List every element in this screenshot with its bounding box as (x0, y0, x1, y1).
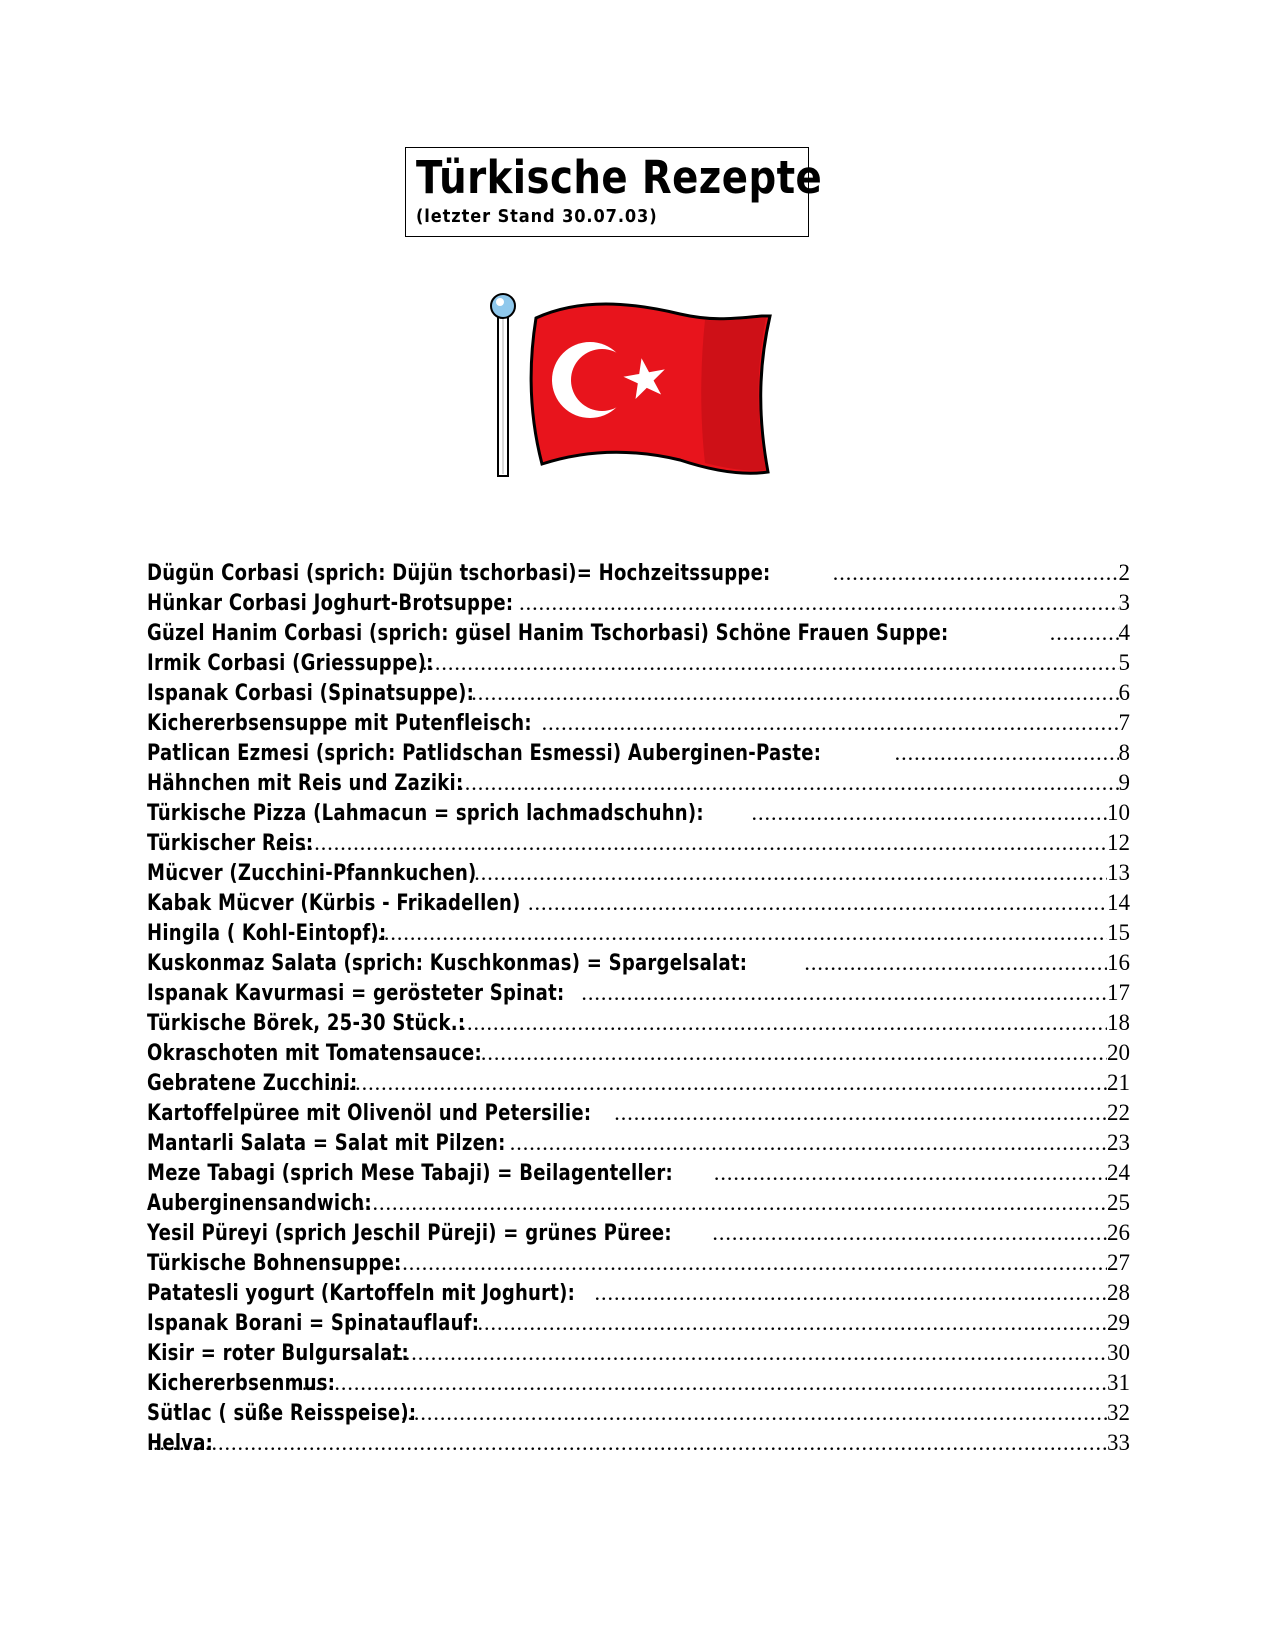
toc-entry[interactable] (147, 708, 1130, 738)
toc-entry-page: 8 (1118, 740, 1130, 765)
toc-entry-title: Kartoffelpüree mit Olivenöl und Petersilie: (147, 1101, 592, 1126)
toc-entry-page: 33 (1107, 1430, 1130, 1455)
toc-entry[interactable] (147, 1068, 1130, 1098)
toc-dot-leader (457, 1008, 1107, 1038)
toc-entry-title: Türkische Börek, 25-30 Stück.: (147, 1011, 466, 1036)
toc-dot-leader (1046, 618, 1119, 648)
toc-entry[interactable] (147, 588, 1130, 618)
toc-entry-page: 23 (1107, 1130, 1130, 1155)
toc-entry-title: Auberginensandwich: (147, 1191, 372, 1216)
toc-entry[interactable] (147, 1218, 1130, 1248)
toc-dot-leader (388, 1338, 1107, 1368)
toc-entry-page: 3 (1118, 590, 1130, 615)
toc-entry-title: Gebratene Zucchini: (147, 1071, 358, 1096)
toc-entry-page: 12 (1107, 830, 1130, 855)
toc-entry[interactable] (147, 1248, 1130, 1278)
toc-dot-leader (538, 708, 1119, 738)
toc-entry[interactable] (147, 1008, 1130, 1038)
toc-entry[interactable] (147, 618, 1130, 648)
toc-entry[interactable] (147, 1038, 1130, 1068)
toc-entry-title: Güzel Hanim Corbasi (sprich: güsel Hanim Tschorbasi) Schöne Frauen Suppe: (147, 621, 949, 646)
toc-entry[interactable] (147, 1428, 1130, 1458)
toc-entry[interactable] (147, 978, 1130, 1008)
toc-entry-title: Türkischer Reis: (147, 831, 314, 856)
toc-entry-title: Kichererbsenmus: (147, 1371, 336, 1396)
toc-entry-page: 10 (1107, 800, 1130, 825)
toc-entry-page: 32 (1107, 1400, 1130, 1425)
toc-entry[interactable] (147, 1308, 1130, 1338)
toc-entry-page: 7 (1118, 710, 1130, 735)
toc-entry[interactable] (147, 1368, 1130, 1398)
page-subtitle: (letzter Stand 30.07.03) (416, 206, 658, 227)
toc-entry-page: 6 (1118, 680, 1130, 705)
toc-entry[interactable] (147, 888, 1130, 918)
toc-entry[interactable] (147, 918, 1130, 948)
toc-entry-page: 9 (1118, 770, 1130, 795)
toc-dot-leader (298, 1368, 1107, 1398)
toc-entry[interactable] (147, 768, 1130, 798)
toc-dot-leader (610, 1098, 1107, 1128)
toc-dot-leader (418, 648, 1119, 678)
toc-entry-title: Irmik Corbasi (Griessuppe): (147, 651, 434, 676)
toc-entry[interactable] (147, 798, 1130, 828)
toc-entry[interactable] (147, 1398, 1130, 1428)
toc-dot-leader (474, 1308, 1107, 1338)
toc-entry-page: 13 (1107, 860, 1130, 885)
page-title: Türkische Rezepte (416, 151, 823, 204)
toc-entry-title: Hünkar Corbasi Joghurt-Brotsuppe: (147, 591, 514, 616)
toc-entry-page: 14 (1107, 890, 1130, 915)
toc-entry[interactable] (147, 738, 1130, 768)
toc-entry-title: Meze Tabagi (sprich Mese Tabaji) = Beilagenteller: (147, 1161, 673, 1186)
toc-entry[interactable] (147, 648, 1130, 678)
toc-dot-leader (360, 918, 1107, 948)
toc-entry-page: 15 (1107, 920, 1130, 945)
toc-entry-page: 22 (1107, 1100, 1130, 1125)
toc-entry-page: 24 (1107, 1160, 1130, 1185)
toc-entry-page: 4 (1118, 620, 1130, 645)
toc-entry[interactable] (147, 558, 1130, 588)
toc-entry-title: Mantarli Salata = Salat mit Pilzen: (147, 1131, 506, 1156)
toc-entry[interactable] (147, 948, 1130, 978)
toc-entry-title: Sütlac ( süße Reisspeise): (147, 1401, 417, 1426)
toc-dot-leader (829, 558, 1119, 588)
toc-entry[interactable] (147, 828, 1130, 858)
toc-dot-leader (271, 828, 1107, 858)
toc-dot-leader (477, 1038, 1107, 1068)
toc-entry-title: Türkische Pizza (Lahmacun = sprich lachmadschuhn): (147, 801, 704, 826)
turkish-flag-icon (490, 288, 780, 478)
title-box (405, 147, 823, 237)
toc-entry-title: Kabak Mücver (Kürbis - Frikadellen) (147, 891, 521, 916)
toc-entry-page: 31 (1107, 1370, 1130, 1395)
toc-dot-leader (577, 978, 1107, 1008)
toc-entry-page: 16 (1107, 950, 1130, 975)
toc-entry-title: Kichererbsensuppe mit Putenfleisch: (147, 711, 532, 736)
toc-entry-page: 5 (1118, 650, 1130, 675)
toc-entry-title: Kuskonmaz Salata (sprich: Kuschkonmas) = Spargelsalat: (147, 951, 748, 976)
toc-entry-page: 18 (1107, 1010, 1130, 1035)
toc-entry-title: Ispanak Corbasi (Spinatsuppe): (147, 681, 475, 706)
toc-dot-leader (710, 1158, 1107, 1188)
toc-entry-title: Dügün Corbasi (sprich: Düjün tschorbasi)= Hochzeitssuppe: (147, 561, 771, 586)
toc-entry[interactable] (147, 678, 1130, 708)
toc-entry[interactable] (147, 1338, 1130, 1368)
toc-entry-page: 2 (1118, 560, 1130, 585)
toc-entry[interactable] (147, 1278, 1130, 1308)
toc-dot-leader (891, 738, 1119, 768)
toc-entry[interactable] (147, 1158, 1130, 1188)
toc-dot-leader (325, 1068, 1107, 1098)
toc-dot-leader (397, 1398, 1107, 1428)
flag-pole-knob (491, 294, 515, 318)
toc-dot-leader (470, 858, 1107, 888)
toc-entry-page: 21 (1107, 1070, 1130, 1095)
toc-dot-leader (454, 768, 1118, 798)
toc-entry-page: 25 (1107, 1190, 1130, 1215)
toc-entry-title: Okraschoten mit Tomatensauce: (147, 1041, 482, 1066)
toc-entry-title: Helva: (147, 1431, 214, 1456)
toc-entry-page: 29 (1107, 1310, 1130, 1335)
toc-entry-page: 27 (1107, 1250, 1130, 1275)
toc-dot-leader (379, 1248, 1107, 1278)
toc-entry-page: 20 (1107, 1040, 1130, 1065)
toc-entry-title: Mücver (Zucchini-Pfannkuchen) (147, 861, 477, 886)
toc-dot-leader (747, 798, 1107, 828)
toc-entry-title: Patlican Ezmesi (sprich: Patlidschan Esmessi) Auberginen-Paste: (147, 741, 822, 766)
toc-dot-leader (515, 588, 1118, 618)
toc-dot-leader (800, 948, 1107, 978)
toc-entry[interactable] (147, 1098, 1130, 1128)
toc-entry[interactable] (147, 1128, 1130, 1158)
toc-entry-title: Ispanak Borani = Spinatauflauf: (147, 1311, 480, 1336)
toc-entry-title: Hingila ( Kohl-Eintopf): (147, 921, 387, 946)
toc-entry-title: Hähnchen mit Reis und Zaziki: (147, 771, 464, 796)
toc-dot-leader (708, 1218, 1107, 1248)
flag-graphic (490, 288, 780, 478)
toc-entry-title: Patatesli yogurt (Kartoffeln mit Joghurt): (147, 1281, 576, 1306)
toc-entry-title: Türkische Bohnensuppe: (147, 1251, 402, 1276)
toc-dot-leader (149, 1428, 1107, 1458)
toc-entry-page: 26 (1107, 1220, 1130, 1245)
toc-entry[interactable] (147, 1188, 1130, 1218)
toc-entry-title: Kisir = roter Bulgursalat: (147, 1341, 409, 1366)
toc-dot-leader (506, 1128, 1107, 1158)
toc-entry-page: 28 (1107, 1280, 1130, 1305)
toc-dot-leader (590, 1278, 1107, 1308)
toc-entry[interactable] (147, 858, 1130, 888)
table-of-contents (147, 558, 1130, 1458)
toc-entry-page: 30 (1107, 1340, 1130, 1365)
toc-entry-title: Ispanak Kavurmasi = gerösteter Spinat: (147, 981, 565, 1006)
toc-entry-page: 17 (1107, 980, 1130, 1005)
toc-dot-leader (524, 888, 1107, 918)
toc-dot-leader (467, 678, 1118, 708)
toc-entry-title: Yesil Püreyi (sprich Jeschil Püreji) = grünes Püree: (147, 1221, 672, 1246)
toc-dot-leader (343, 1188, 1107, 1218)
